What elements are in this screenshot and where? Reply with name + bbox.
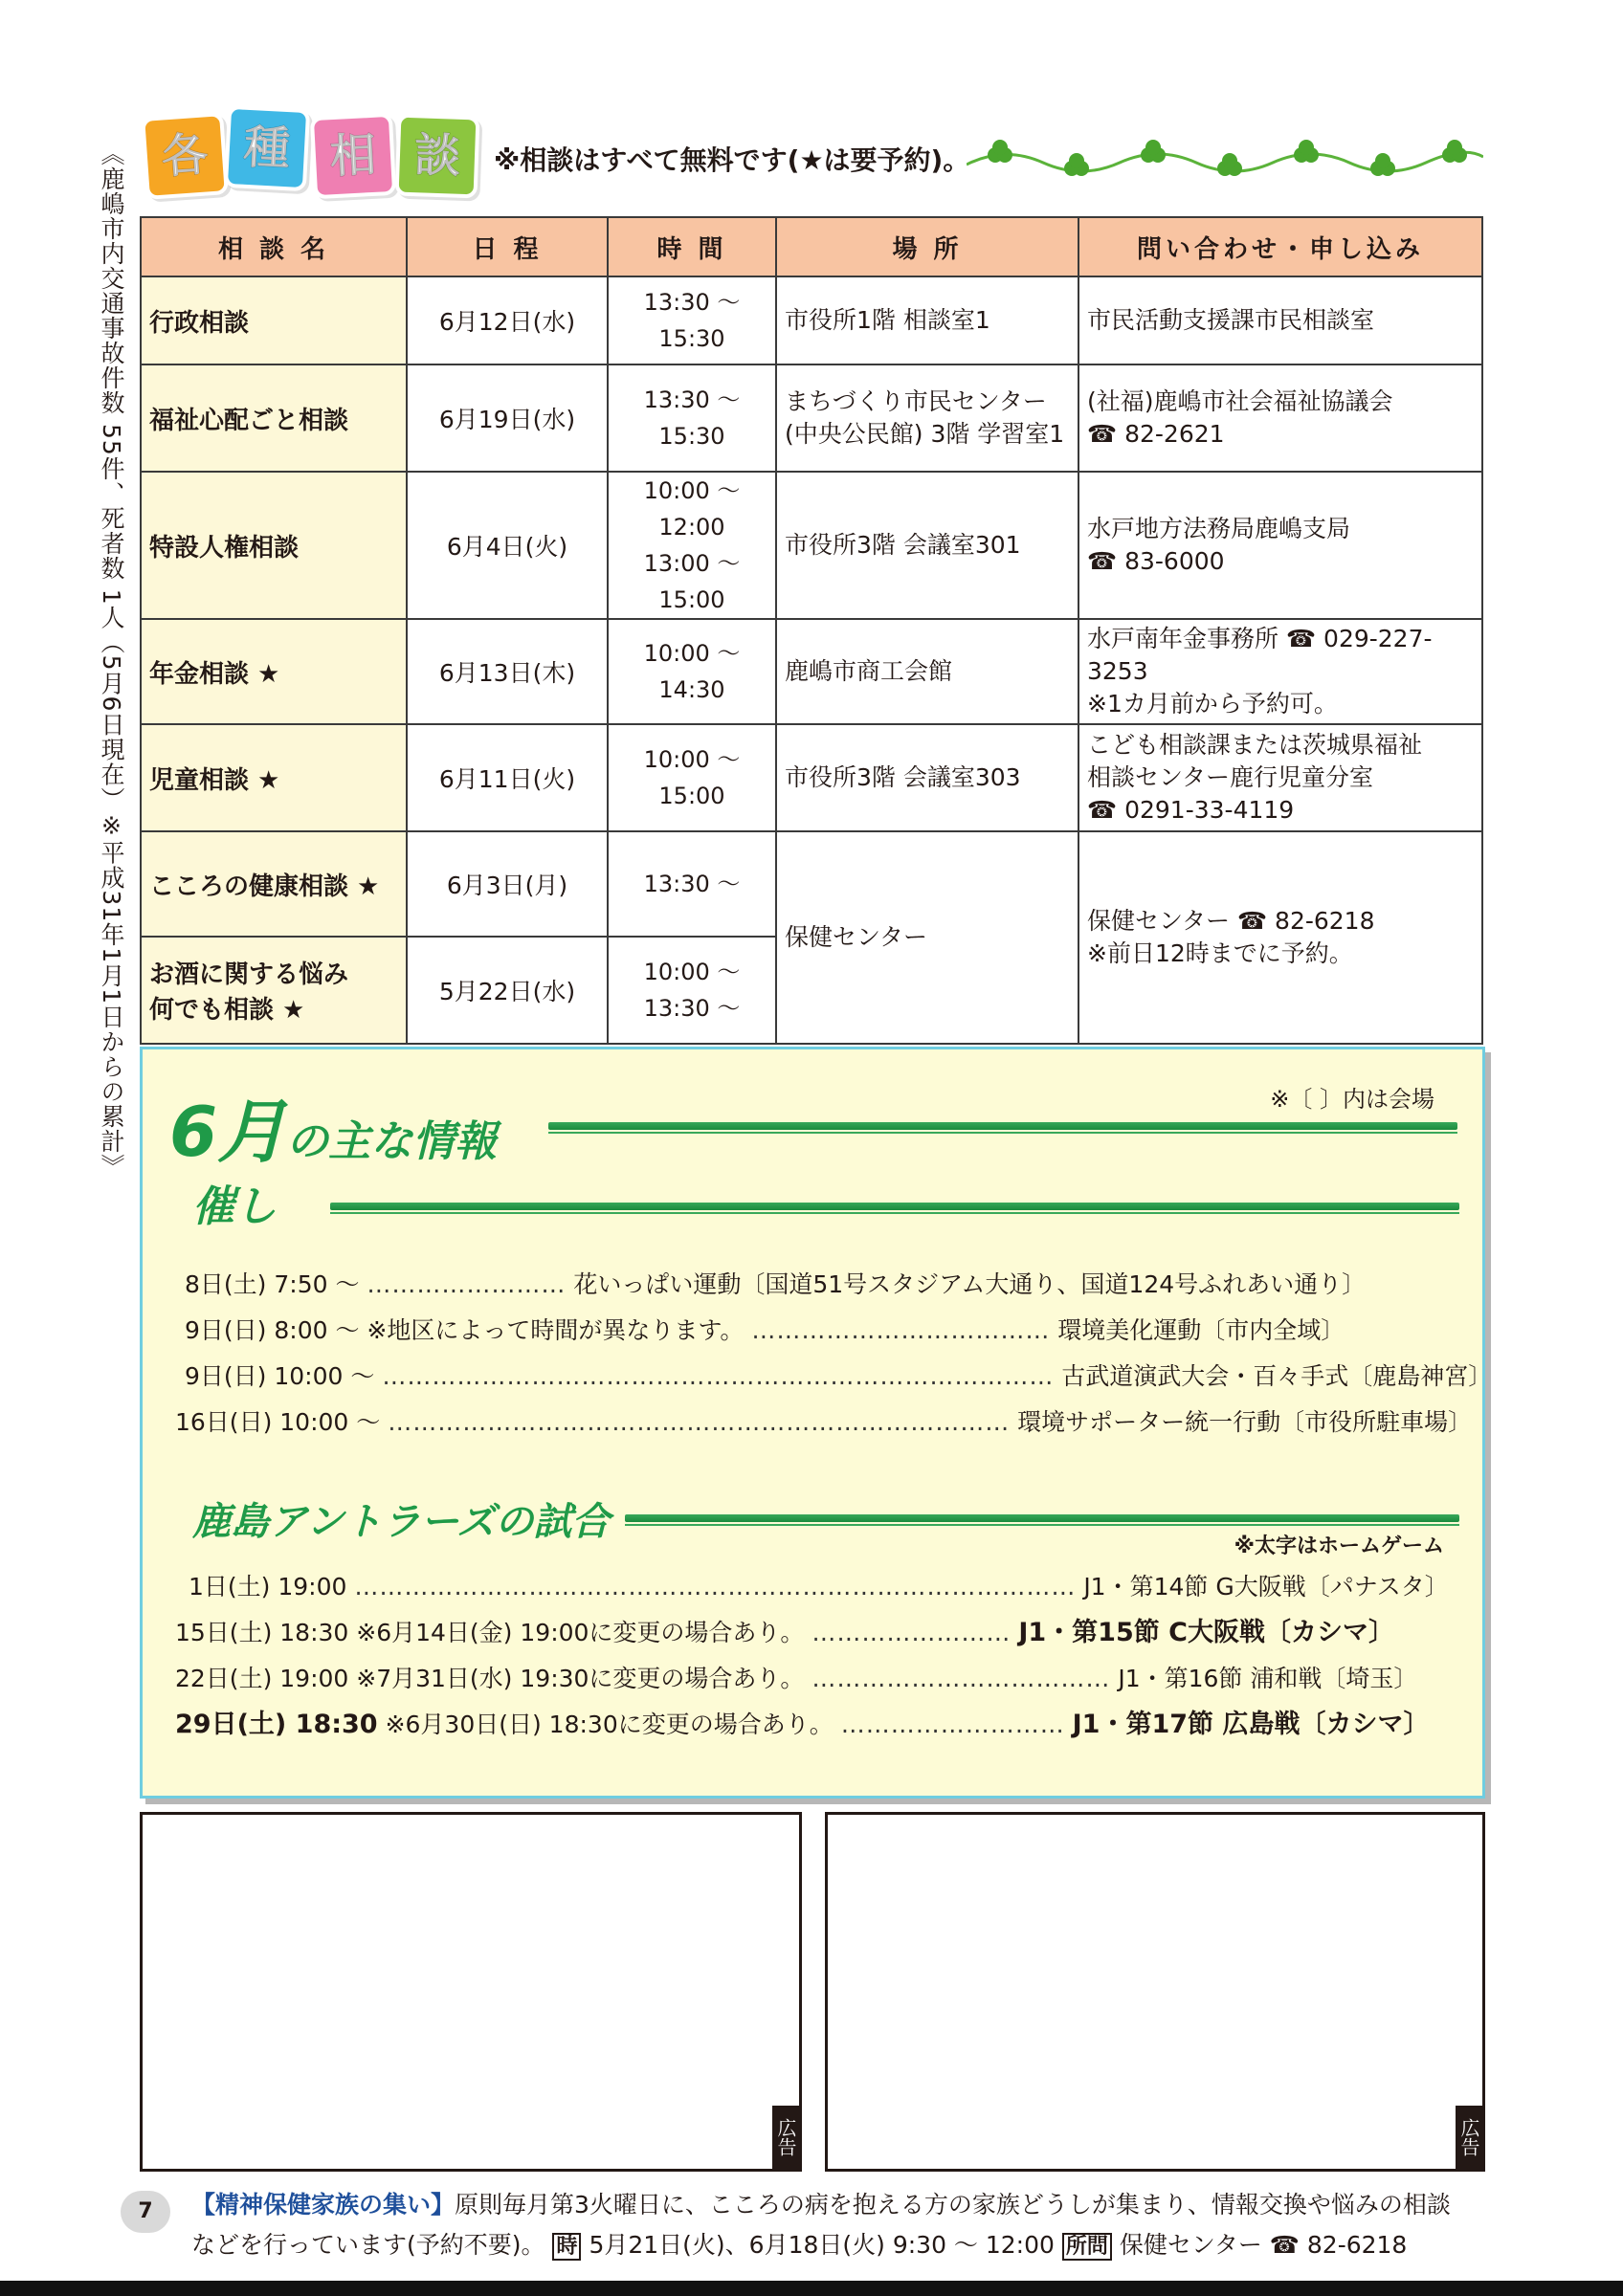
place-line: 保健センター [785, 923, 928, 951]
traffic-accident-note: 《鹿嶋市内交通事故件数 55件、死者数 1人（5月6日現在）※平成31年1月1日からの累計》 [98, 142, 125, 1180]
column-header: 問い合わせ・申し込み [1078, 217, 1482, 276]
event-text: 環境サポーター統一行動〔市役所駐車場〕 [1017, 1408, 1473, 1436]
match-text: J1・第17節 広島戦〔カシマ〕 [1072, 1710, 1430, 1739]
notice-tag: 【精神保健家族の集い】 [191, 2191, 456, 2219]
consult-date: 6月19日(水) [407, 364, 608, 472]
consult-time [608, 472, 776, 619]
ad-label: 広告 [1456, 2106, 1482, 2169]
consult-time [608, 831, 776, 937]
contact-line: ※前日12時までに予約。 [1087, 939, 1353, 967]
column-header: 日 程 [407, 217, 608, 276]
time-line: 13:30 ～ [643, 871, 741, 897]
header-tile-4: 談 [395, 114, 480, 199]
consultation-table [140, 216, 1483, 1045]
event-text: 環境美化運動〔市内全域〕 [1057, 1316, 1345, 1344]
june-title [169, 1076, 497, 1176]
match-date: 1日(土) 19:00 [189, 1573, 347, 1601]
table-row [141, 831, 1482, 937]
free-consultation-note: ※相談はすべて無料です(★は要予約)。 [494, 144, 970, 176]
match-note: ※6月30日(日) 18:30に変更の場合あり。 [385, 1711, 834, 1738]
page-bottom-bar [0, 2281, 1623, 2296]
name-line: 何でも相談 ★ [149, 996, 305, 1025]
venue-note: ※〔 〕内は会場 [1270, 1086, 1434, 1113]
event-dots: ………………………………………………………………… [388, 1408, 1011, 1436]
consult-contact [1078, 724, 1482, 831]
events-rule [330, 1203, 1459, 1210]
time-line: 10:00 ～ 12:00 [643, 477, 741, 541]
consult-contact [1078, 364, 1482, 472]
contact-line: 相談センター鹿行児童分室 [1087, 763, 1374, 791]
table-row [141, 472, 1482, 619]
place-line: (中央公民館) 3階 学習室1 [785, 420, 1065, 448]
june-title-month: 6月 [169, 1092, 287, 1172]
place-line: 鹿嶋市商工会館 [785, 657, 953, 685]
ad-box-right[interactable] [825, 1812, 1485, 2172]
place-line: 市役所3階 会議室303 [785, 763, 1021, 791]
consult-date: 6月12日(水) [407, 276, 608, 364]
events-title: 催し [192, 1182, 277, 1231]
consult-place [776, 472, 1078, 619]
time-line: 10:00 ～ 15:00 [643, 746, 741, 809]
event-date: 9日(日) 10:00 ～ [185, 1362, 375, 1390]
match-text: J1・第15節 C大阪戦〔カシマ〕 [1018, 1618, 1394, 1647]
consult-name: こころの健康相談 ★ [141, 831, 407, 937]
event-date: 9日(日) 8:00 ～ [185, 1316, 360, 1344]
match-dots: …………………… [812, 1619, 1012, 1646]
title-rule [548, 1122, 1457, 1130]
event-dots: ……………………………………………………………………… [382, 1362, 1055, 1390]
consult-place [776, 831, 1078, 1044]
time-value: 5月21日(火)、6月18日(火) 9:30 ～ 12:00 [589, 2231, 1055, 2259]
ad-label: 広告 [772, 2106, 799, 2169]
time-line: 10:00 ～ 14:30 [643, 640, 741, 703]
match-row [175, 1616, 1394, 1650]
ad-box-left[interactable] [140, 1812, 802, 2172]
event-note: ※地区によって時間が異なります。 [367, 1316, 745, 1344]
contact-line: 水戸地方法務局鹿嶋支局 [1087, 515, 1351, 542]
consult-name: 特設人権相談 [141, 472, 407, 619]
consult-date: 6月4日(火) [407, 472, 608, 619]
time-line: 10:00 ～ [643, 959, 741, 985]
match-dots: ……………………… [840, 1711, 1065, 1738]
notice-body: 原則毎月第3火曜日に、こころの病を抱える方の家族どうしが集まり、情報交換や悩みの相談 [455, 2191, 1451, 2219]
match-date: 22日(土) 19:00 [175, 1665, 349, 1692]
consult-time [608, 276, 776, 364]
place-line: 市役所3階 会議室301 [785, 531, 1021, 559]
contact-line: (社福)鹿嶋市社会福祉協議会 [1087, 387, 1393, 415]
table-row [141, 619, 1482, 724]
notice-line-2 [191, 2225, 1493, 2267]
event-row [185, 1268, 1366, 1302]
place-line: まちづくり市民センター [785, 387, 1047, 415]
table-header-row [141, 217, 1482, 276]
consult-place [776, 619, 1078, 724]
event-dots: …………………… [367, 1270, 567, 1298]
header-tile-1: 各 [141, 112, 229, 200]
match-text: J1・第16節 浦和戦〔埼玉〕 [1118, 1665, 1418, 1692]
match-note: ※7月31日(水) 19:30に変更の場合あり。 [356, 1665, 805, 1692]
event-dots: ……………………………… [751, 1316, 1051, 1344]
event-row [185, 1359, 1492, 1394]
header-tile-3: 相 [310, 113, 396, 199]
match-date: 15日(土) 18:30 [175, 1619, 349, 1646]
match-date: 29日(土) 18:30 [175, 1710, 378, 1739]
consult-contact [1078, 472, 1482, 619]
match-text: J1・第14節 G大阪戦〔パナスタ〕 [1083, 1573, 1449, 1601]
clover-decoration-icon [967, 134, 1483, 182]
consult-place [776, 724, 1078, 831]
consult-time [608, 724, 776, 831]
event-row [185, 1314, 1345, 1348]
notice-line-1 [191, 2185, 1493, 2225]
consult-contact [1078, 619, 1482, 724]
match-row [175, 1708, 1429, 1742]
event-text: 花いっぱい運動〔国道51号スタジアム大通り、国道124号ふれあい通り〕 [573, 1270, 1367, 1298]
table-row [141, 724, 1482, 831]
home-game-note: ※太字はホームゲーム [1234, 1534, 1444, 1558]
table-row [141, 364, 1482, 472]
page-number: 7 [121, 2191, 170, 2233]
match-note: ※6月14日(金) 19:00に変更の場合あり。 [356, 1619, 805, 1646]
match-dots: …………………………………………………………………………… [354, 1573, 1077, 1601]
time-line: 13:30 ～ [643, 995, 741, 1022]
june-title-rest: の主な情報 [286, 1117, 498, 1166]
name-line: お酒に関する悩み [149, 960, 349, 989]
contact-line: 市民活動支援課市民相談室 [1087, 306, 1375, 334]
contact-line: 保健センター ☎ 82-6218 [1087, 907, 1375, 935]
consult-time [608, 619, 776, 724]
time-line: 13:00 ～ 15:00 [643, 550, 741, 613]
consult-place [776, 364, 1078, 472]
consult-date: 6月3日(月) [407, 831, 608, 937]
family-meeting-notice [191, 2185, 1493, 2267]
event-date: 8日(土) 7:50 ～ [185, 1270, 360, 1298]
place-value: 保健センター ☎ 82-6218 [1119, 2231, 1408, 2259]
place-label: 所問 [1062, 2233, 1112, 2261]
consult-name: 児童相談 ★ [141, 724, 407, 831]
contact-line: 水戸南年金事務所 ☎ 029-227-3253 [1087, 625, 1433, 685]
antlers-title: 鹿島アントラーズの試合 [192, 1500, 611, 1544]
consult-name: 行政相談 [141, 276, 407, 364]
consult-date: 5月22日(水) [407, 937, 608, 1044]
column-header: 時 間 [608, 217, 776, 276]
match-dots: ……………………………… [812, 1665, 1111, 1692]
match-row [189, 1570, 1449, 1604]
consult-date: 6月11日(火) [407, 724, 608, 831]
table-row [141, 276, 1482, 364]
column-header: 相 談 名 [141, 217, 407, 276]
place-line: 市役所1階 相談室1 [785, 306, 990, 334]
event-row [175, 1405, 1472, 1440]
consult-name: 福祉心配ごと相談 [141, 364, 407, 472]
consult-date: 6月13日(木) [407, 619, 608, 724]
match-row [175, 1662, 1417, 1696]
consult-contact [1078, 831, 1482, 1044]
time-label: 時 [552, 2233, 581, 2261]
consult-place [776, 276, 1078, 364]
contact-line: ※1カ月前から予約可。 [1087, 690, 1338, 718]
column-header: 場 所 [776, 217, 1078, 276]
contact-line: ☎ 83-6000 [1087, 547, 1225, 575]
consult-name [141, 937, 407, 1044]
consult-contact [1078, 276, 1482, 364]
notice-body-2: などを行っています(予約不要)。 [191, 2231, 545, 2259]
consult-name: 年金相談 ★ [141, 619, 407, 724]
antlers-rule [625, 1514, 1459, 1522]
contact-line: ☎ 82-2621 [1087, 420, 1225, 448]
june-info-box [140, 1047, 1493, 1799]
contact-line: ☎ 0291-33-4119 [1087, 796, 1295, 824]
consult-time [608, 364, 776, 472]
consult-time [608, 937, 776, 1044]
event-text: 古武道演武大会・百々手式〔鹿島神宮〕 [1061, 1362, 1493, 1390]
event-date: 16日(日) 10:00 ～ [175, 1408, 381, 1436]
contact-line: こども相談課または茨城県福祉 [1087, 731, 1423, 759]
header-tile-2: 種 [224, 105, 310, 191]
time-line: 13:30 ～ 15:30 [643, 386, 741, 450]
time-line: 13:30 ～ 15:30 [643, 289, 741, 352]
